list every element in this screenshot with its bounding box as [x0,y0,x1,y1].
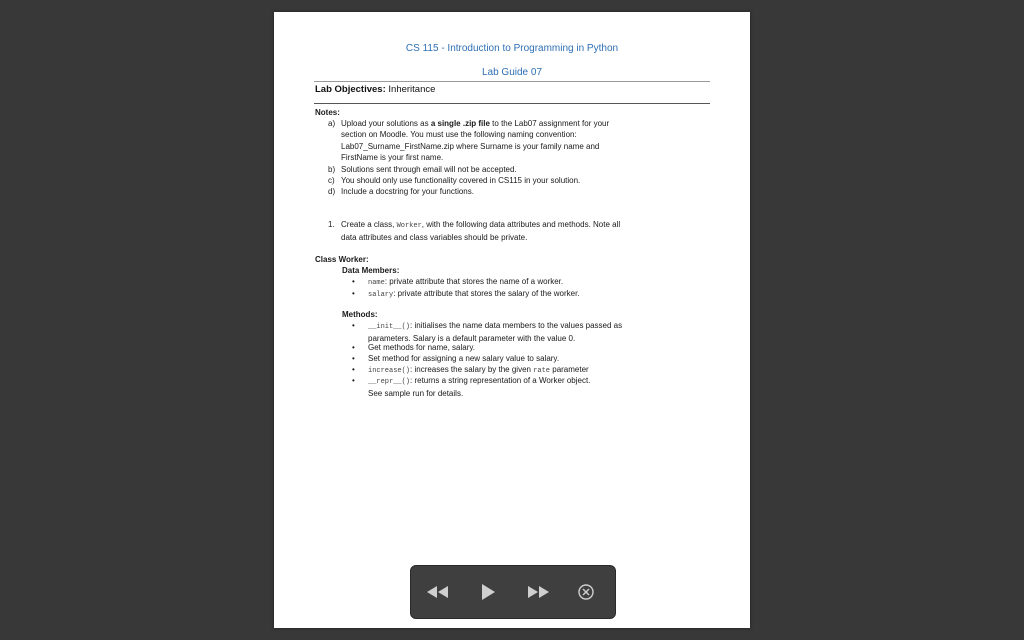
note-c: c) You should only use functionality covered in CS115 in your solution. [328,176,581,185]
method-item: • __init__(): initialises the name data members to the values passed as parameters. Salary is a default parameter with the value 0. [352,321,623,344]
guide-title: Lab Guide 07 [481,67,543,78]
class-title: Class Worker: [315,255,369,264]
data-member-item: • name: private attribute that stores the name of a worker. [352,277,564,287]
close-icon [577,583,595,601]
rewind-button[interactable] [424,578,452,606]
objectives-label: Lab Objectives: [315,84,386,95]
fast-forward-button[interactable] [524,578,552,606]
lab-objectives [315,84,435,95]
document-page [274,12,750,628]
notes-title: Notes: [315,108,340,117]
rewind-icon [425,584,451,600]
question-1: 1. Create a class, Worker, with the following data attributes and methods. Note all data attributes and class variables should be private. [328,220,621,243]
objectives-value: Inheritance [388,84,436,95]
play-icon [479,583,497,601]
header-rule [314,81,710,82]
course-title: CS 115 - Introduction to Programming in Python [405,43,619,54]
note-b: b) Solutions sent through email will not be accepted. [328,165,517,174]
method-item: • increase(): increases the salary by the given rate parameter [352,365,589,375]
method-item: • __repr__(): returns a string representation of a Worker object. See sample run for details. [352,376,591,399]
play-button[interactable] [474,578,502,606]
objectives-rule [314,103,710,104]
data-member-item: • salary: private attribute that stores the salary of the worker. [352,289,580,299]
methods-title: Methods: [342,310,378,319]
note-a: a) Upload your solutions as a single .zip file to the Lab07 assignment for your section on Moodle. You must use the following naming convention: Lab07_Surname_FirstName.zip where Surname is your family name and FirstName is your first name. [328,119,610,162]
method-item: • Set method for assigning a new salary value to salary. [352,354,560,363]
note-d: d) Include a docstring for your functions. [328,187,474,196]
media-controls [410,565,616,619]
data-members-title: Data Members: [342,266,400,275]
method-item: • Get methods for name, salary. [352,343,476,352]
fast-forward-icon [525,584,551,600]
close-button[interactable] [572,578,600,606]
